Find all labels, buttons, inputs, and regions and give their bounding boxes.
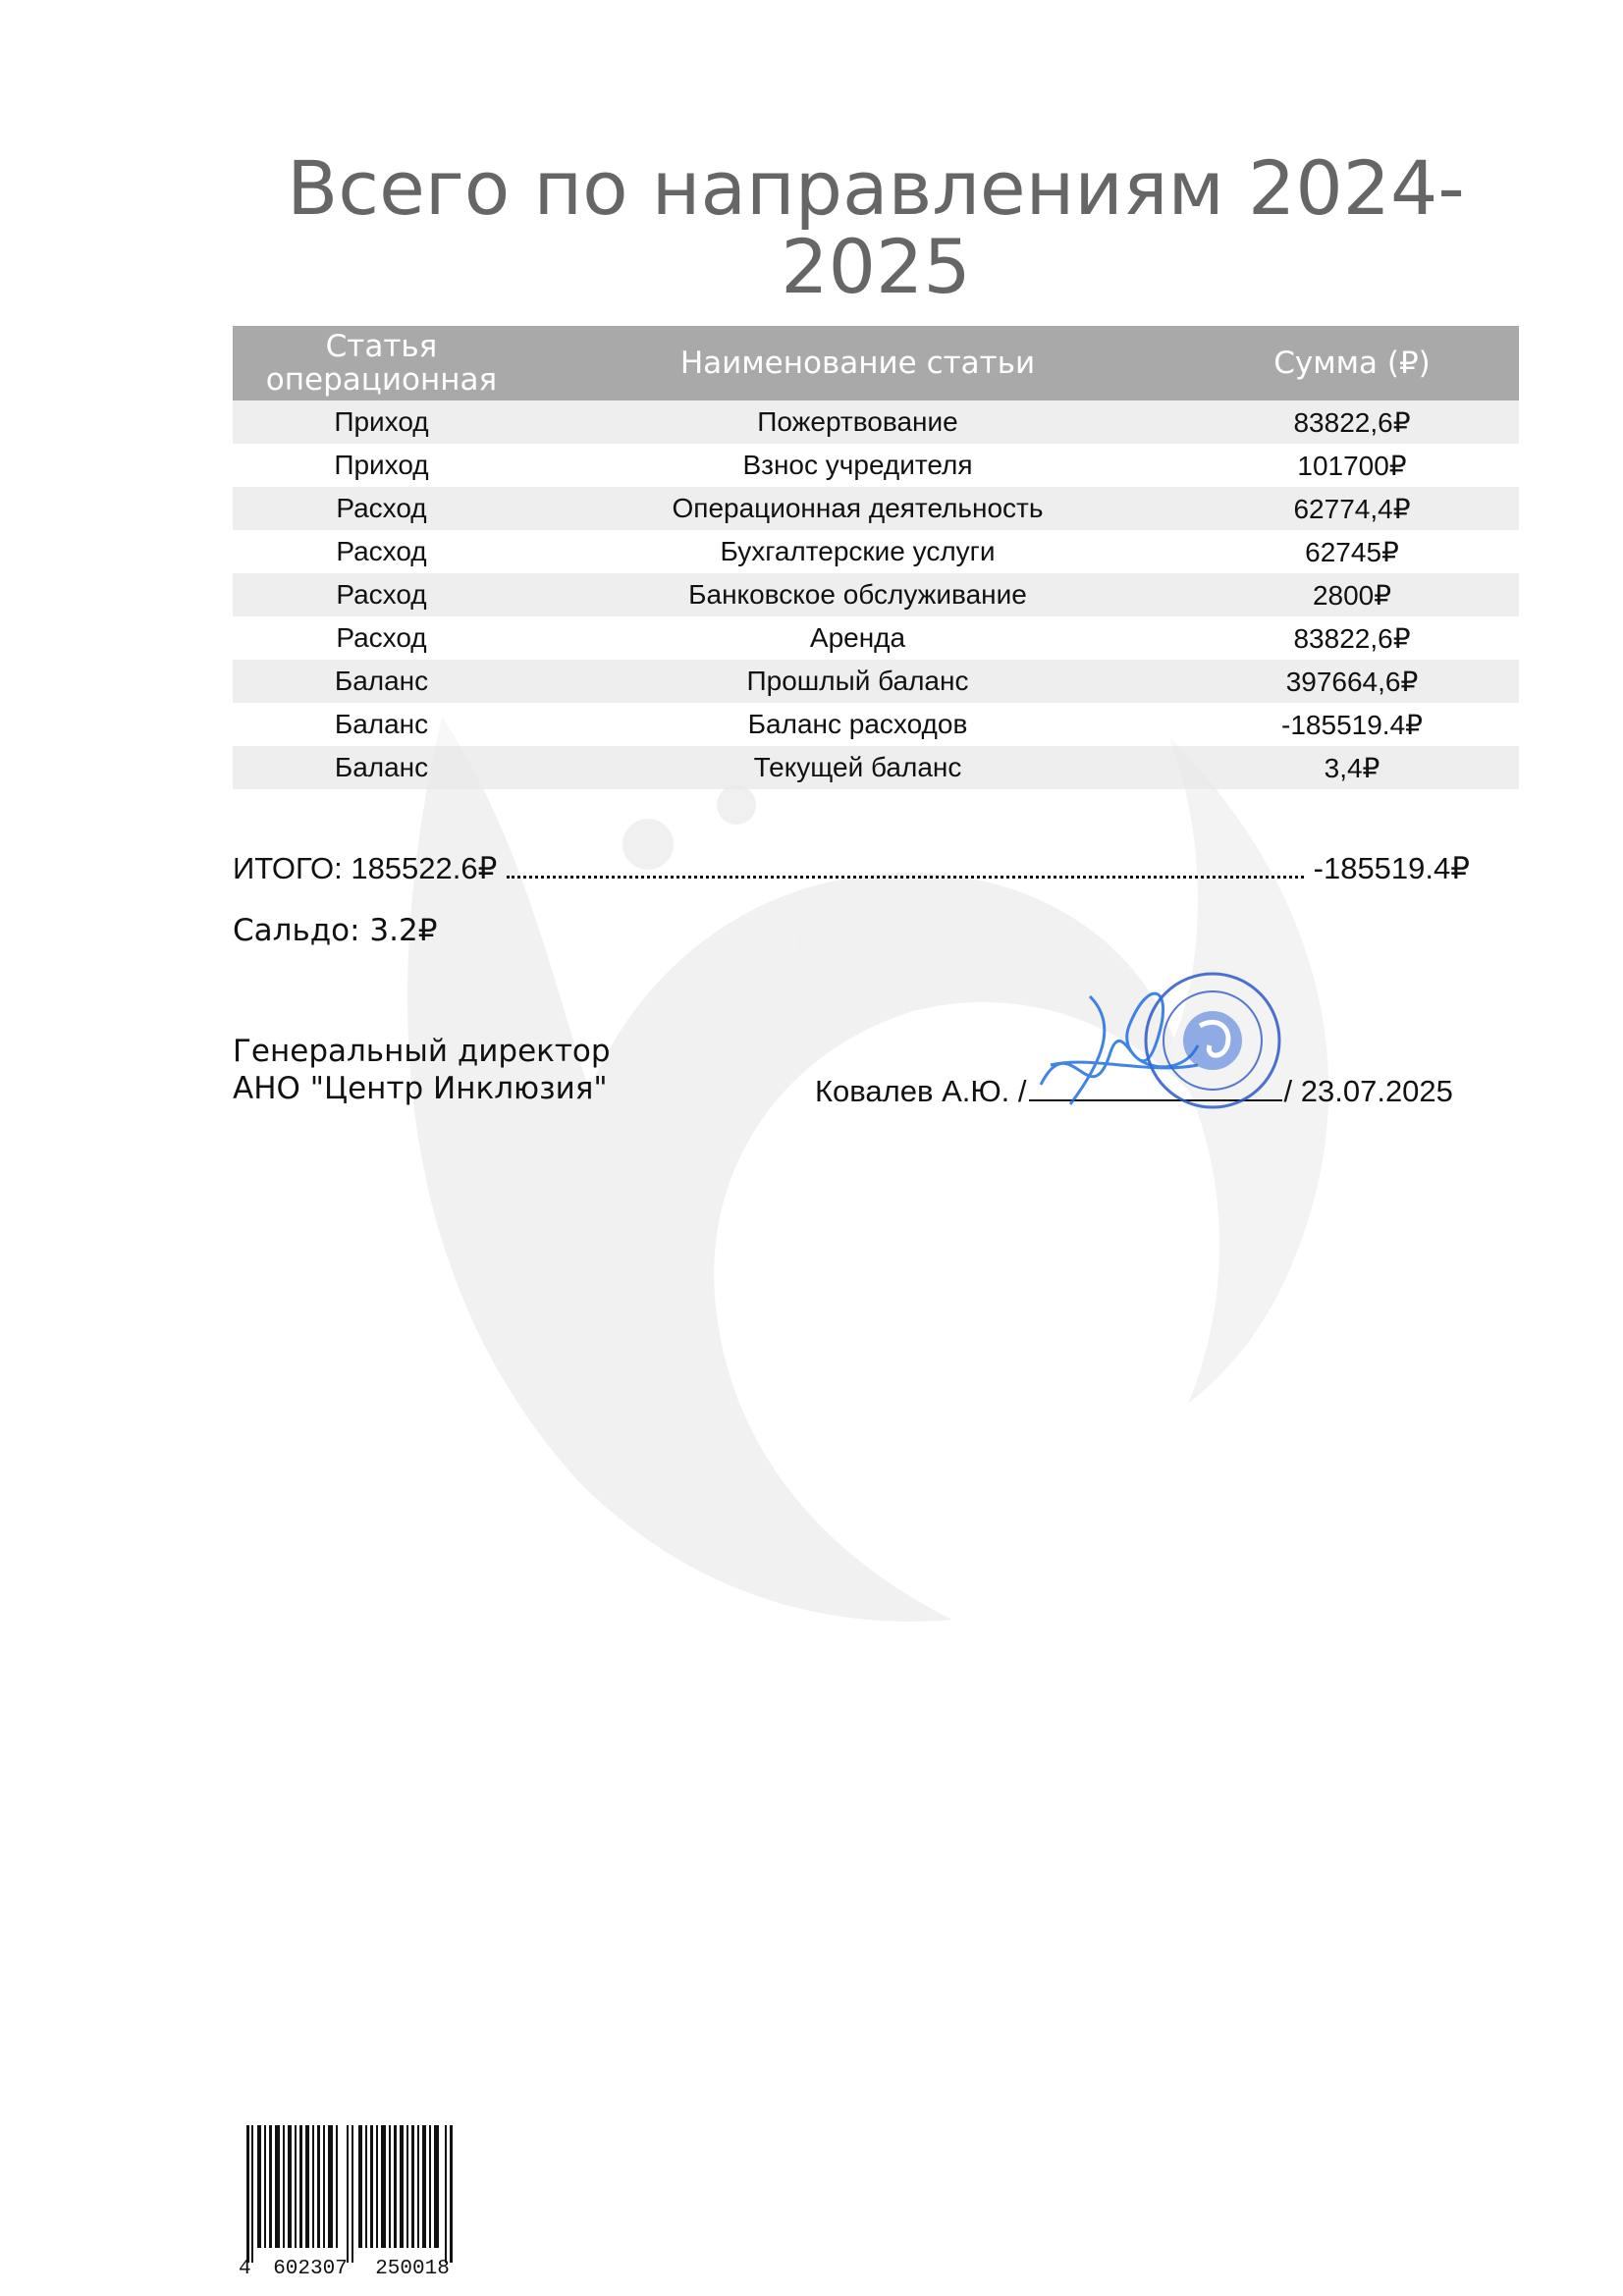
cell-amount: 83822,6₽ <box>1185 400 1519 444</box>
table-row <box>233 573 1519 616</box>
barcode-first-digit: 4 <box>239 2258 251 2280</box>
table-row <box>233 487 1519 530</box>
signatory-name: Ковалев А.Ю. / <box>815 1074 1027 1108</box>
cell-amount: 62745₽ <box>1185 530 1519 573</box>
cell-name: Текущей баланс <box>530 746 1185 789</box>
table-row <box>233 444 1519 487</box>
cell-name: Операционная деятельность <box>530 487 1185 530</box>
column-header-name: Наименование статьи <box>530 326 1185 400</box>
stamp-seal-icon <box>1031 967 1296 1114</box>
table-row <box>233 400 1519 444</box>
table-row <box>233 660 1519 703</box>
totals-line <box>233 850 1470 889</box>
cell-amount: 3,4₽ <box>1185 746 1519 789</box>
cell-amount: -185519.4₽ <box>1185 703 1519 746</box>
cell-category: Расход <box>233 573 530 616</box>
cell-amount: 397664,6₽ <box>1185 660 1519 703</box>
cell-name: Бухгалтерские услуги <box>530 530 1185 573</box>
itogo-right-value: -185519.4₽ <box>1313 851 1470 885</box>
table-row <box>233 746 1519 789</box>
cell-name: Пожертвование <box>530 400 1185 444</box>
signatory-position <box>233 1033 611 1107</box>
saldo-text: Сальдо: 3.2₽ <box>233 913 438 948</box>
signature-date: / 23.07.2025 <box>1283 1074 1453 1108</box>
cell-name: Взнос учредителя <box>530 444 1185 487</box>
cell-category: Приход <box>233 400 530 444</box>
cell-category: Расход <box>233 616 530 660</box>
barcode-digits <box>239 2258 474 2280</box>
table-row <box>233 616 1519 660</box>
cell-category: Расход <box>233 487 530 530</box>
table-row <box>233 703 1519 746</box>
itogo-text: ИТОГО: 185522.6₽ <box>233 851 498 885</box>
table-row <box>233 530 1519 573</box>
column-header-amount: Сумма (₽) <box>1185 326 1519 400</box>
cell-category: Расход <box>233 530 530 573</box>
summary-table <box>233 326 1519 789</box>
column-header-category: Статья операционная <box>233 326 530 400</box>
cell-name: Прошлый баланс <box>530 660 1185 703</box>
cell-amount: 62774,4₽ <box>1185 487 1519 530</box>
cell-amount: 101700₽ <box>1185 444 1519 487</box>
table-header-row <box>233 326 1519 400</box>
cell-name: Банковское обслуживание <box>530 573 1185 616</box>
cell-amount: 2800₽ <box>1185 573 1519 616</box>
barcode-icon <box>239 2125 474 2263</box>
barcode-group-1: 602307 <box>273 2258 348 2280</box>
dotted-leader <box>507 850 1303 879</box>
cell-category: Приход <box>233 444 530 487</box>
cell-category: Баланс <box>233 660 530 703</box>
cell-amount: 83822,6₽ <box>1185 616 1519 660</box>
position-line-1: Генеральный директор <box>233 1034 611 1069</box>
barcode-group-2: 250018 <box>375 2258 450 2280</box>
cell-name: Баланс расходов <box>530 703 1185 746</box>
position-line-2: АНО "Центр Инклюзия" <box>233 1071 608 1106</box>
cell-category: Баланс <box>233 746 530 789</box>
cell-name: Аренда <box>530 616 1185 660</box>
cell-category: Баланс <box>233 703 530 746</box>
page-title: Всего по направлениям 2024-2025 <box>287 144 1465 310</box>
